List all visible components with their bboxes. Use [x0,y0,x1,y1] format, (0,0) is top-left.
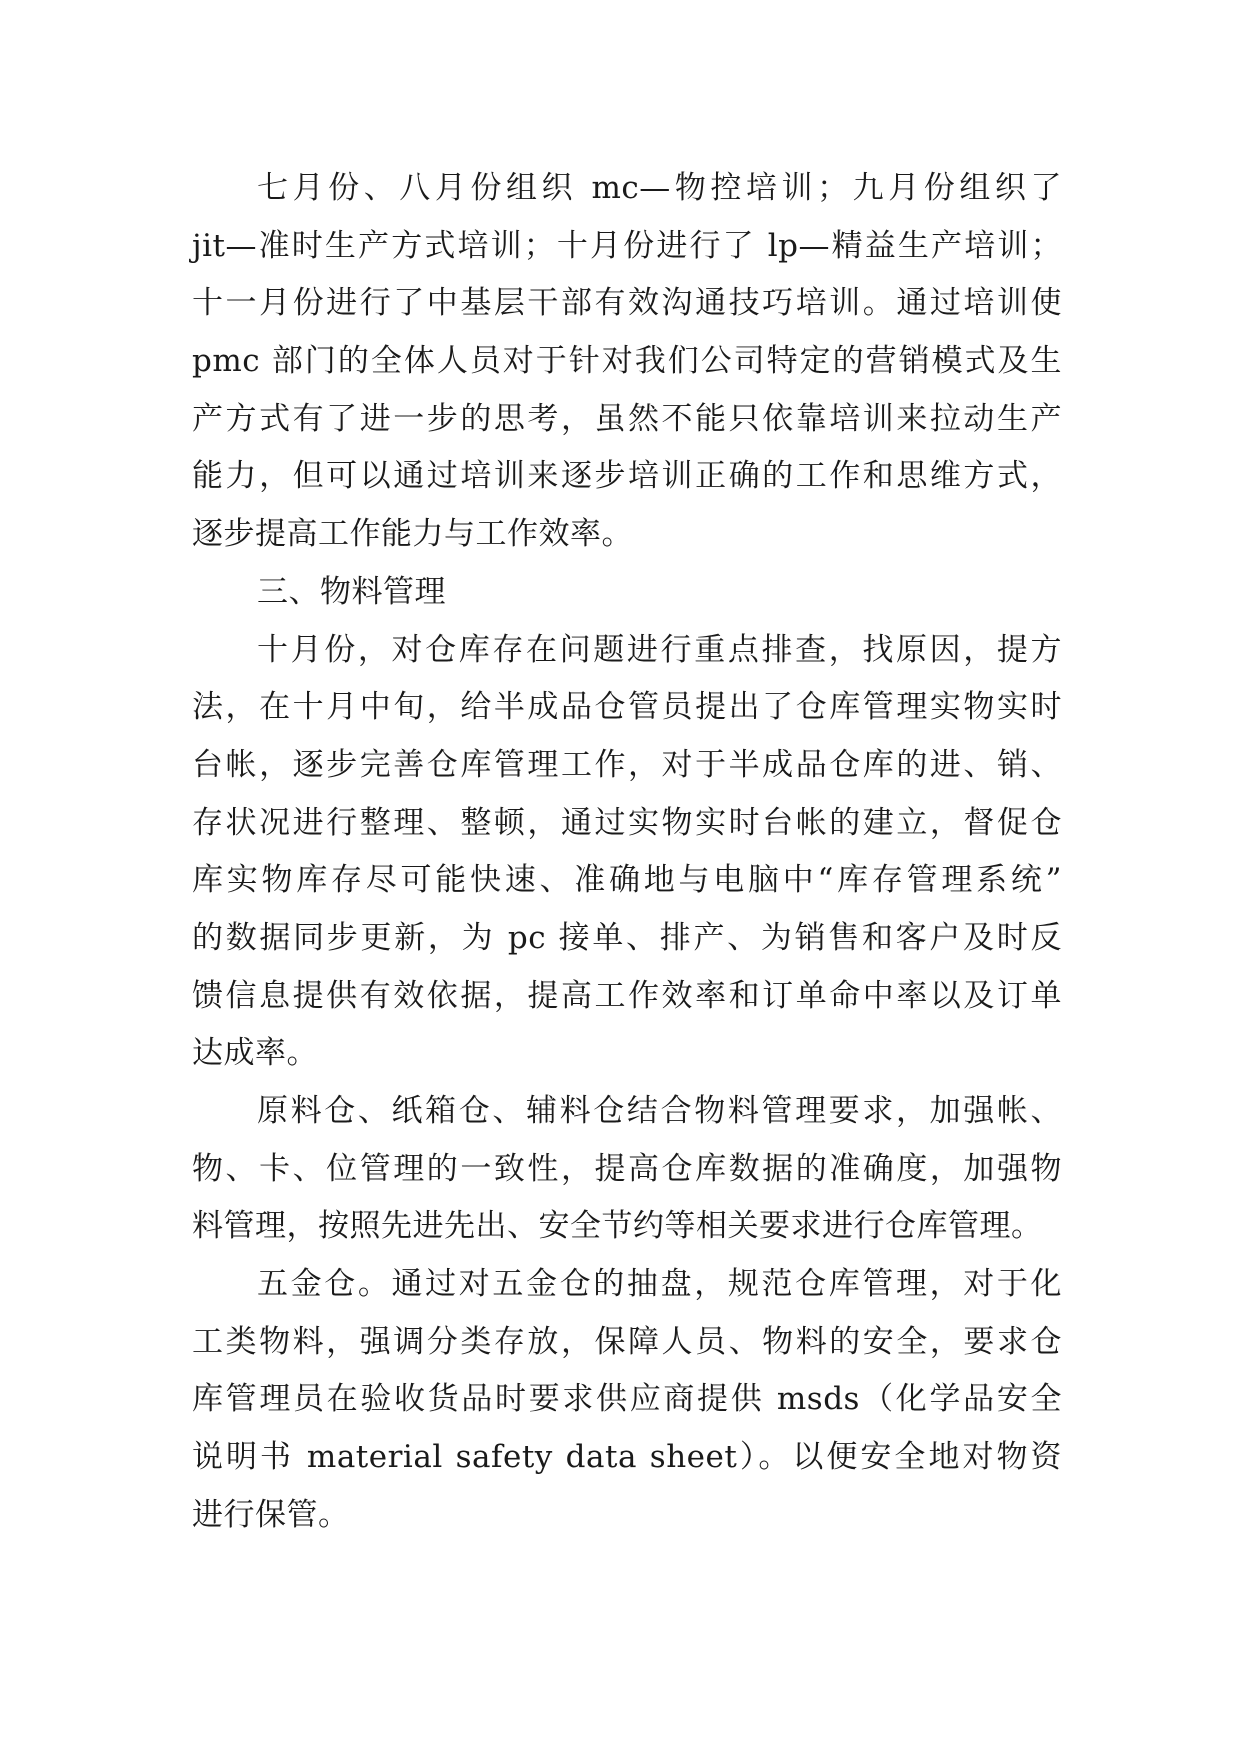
section-heading [192,564,1062,622]
text-line: 说明书 material safety data sheet）。以便安全地对物资 [192,1439,1062,1476]
text-line: 进行保管。 [192,1496,350,1533]
text-line: jit—准时生产方式培训；十月份进行了 lp—精益生产培训； [192,227,1062,264]
text-line: pmc 部门的全体人员对于针对我们公司特定的营销模式及生 [192,343,1062,380]
text-line: 逐步提高工作能力与工作效率。 [192,516,633,553]
section-heading-text: 三、物料管理 [257,573,446,610]
paragraph-raw-materials [192,1083,1062,1256]
text-line: 法，在十月中旬，给半成品仓管员提出了仓库管理实物实时 [192,689,1062,726]
text-line: 能力，但可以通过培训来逐步培训正确的工作和思维方式， [192,458,1062,495]
text-line: 料管理，按照先进先出、安全节约等相关要求进行仓库管理。 [192,1208,1043,1245]
text-line: 十月份，对仓库存在问题进行重点排查，找原因，提方 [257,631,1062,668]
text-line: 的数据同步更新，为 pc 接单、排产、为销售和客户及时反 [192,919,1062,956]
text-line: 物、卡、位管理的一致性，提高仓库数据的准确度，加强物 [192,1150,1062,1187]
text-line: 存状况进行整理、整顿，通过实物实时台帐的建立，督促仓 [192,804,1062,841]
paragraph-hardware-warehouse [192,1256,1062,1544]
paragraph-training [192,160,1062,564]
text-line: 工类物料，强调分类存放，保障人员、物料的安全，要求仓 [192,1323,1062,1360]
document-body [192,160,1062,1545]
text-line: 库管理员在验收货品时要求供应商提供 msds（化学品安全 [192,1381,1062,1418]
text-line: 产方式有了进一步的思考，虽然不能只依靠培训来拉动生产 [192,400,1062,437]
text-line: 库实物库存尽可能快速、准确地与电脑中“库存管理系统” [192,862,1062,899]
text-line: 原料仓、纸箱仓、辅料仓结合物料管理要求，加强帐、 [257,1093,1062,1129]
text-line: 十一月份进行了中基层干部有效沟通技巧培训。通过培训使 [192,285,1062,322]
text-line: 五金仓。通过对五金仓的抽盘，规范仓库管理，对于化 [257,1266,1062,1303]
text-line: 馈信息提供有效依据，提高工作效率和订单命中率以及订单 [192,977,1062,1014]
text-line: 七月份、八月份组织 mc—物控培训；九月份组织了 [257,170,1062,206]
paragraph-warehouse-review [192,622,1062,1084]
text-line: 达成率。 [192,1035,318,1072]
text-line: 台帐，逐步完善仓库管理工作，对于半成品仓库的进、销、 [192,746,1062,783]
